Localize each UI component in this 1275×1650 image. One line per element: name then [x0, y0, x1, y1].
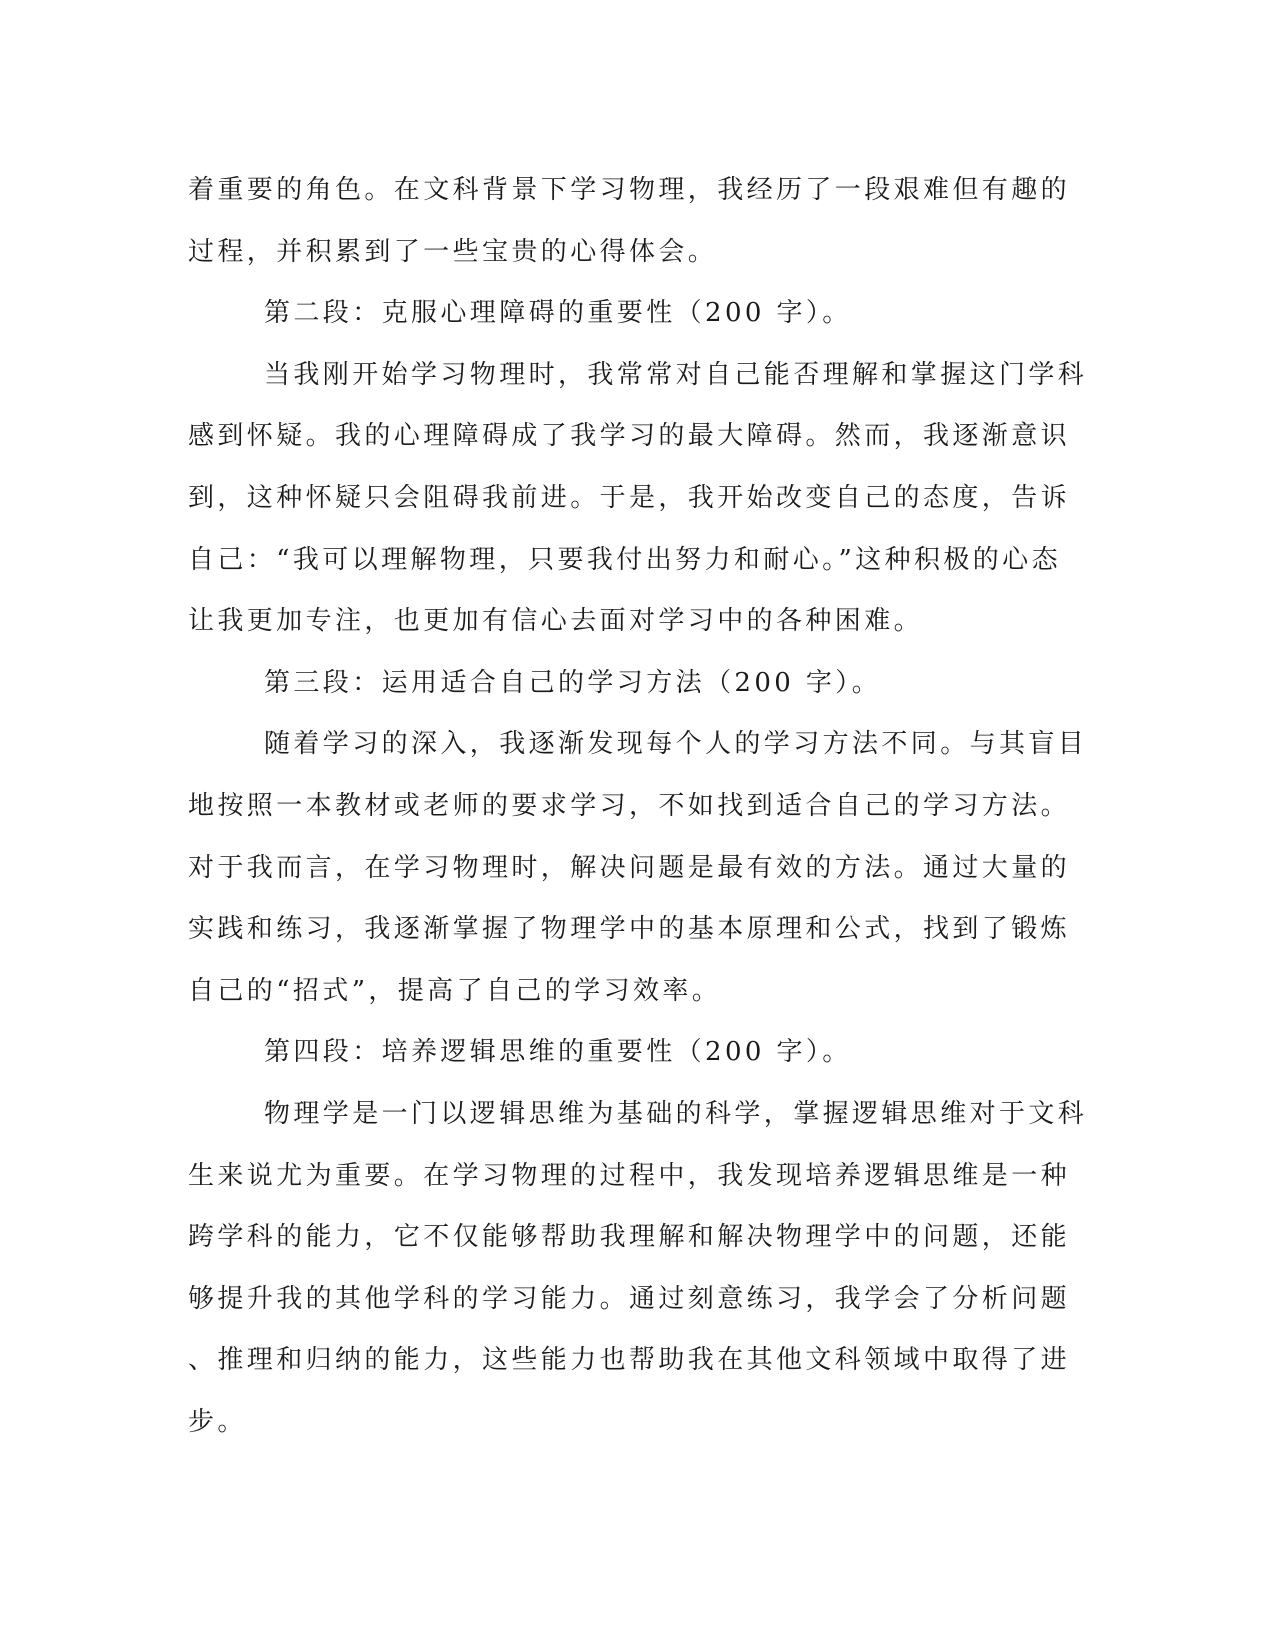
- section-heading: 第三段：运用适合自己的学习方法（200 字）。: [264, 667, 882, 698]
- text-line: 随着学习的深入，我逐渐发现每个人的学习方法不同。与其盲目: [264, 729, 1088, 760]
- text-line: 让我更加专注，也更加有信心去面对学习中的各种困难。: [188, 606, 924, 637]
- section-heading: 第二段：克服心理障碍的重要性（200 字）。: [264, 298, 852, 329]
- text-line: 到，这种怀疑只会阻碍我前进。于是，我开始改变自己的态度，告诉: [188, 482, 1071, 513]
- text-line: 地按照一本教材或老师的要求学习，不如找到适合自己的学习方法。: [188, 790, 1071, 821]
- text-line: 、推理和归纳的能力，这些能力也帮助我在其他文科领域中取得了进: [188, 1345, 1071, 1376]
- text-line: 感到怀疑。我的心理障碍成了我学习的最大障碍。然而，我逐渐意识: [188, 421, 1071, 452]
- text-line: 自己：“我可以理解物理，只要我付出努力和耐心。”这种积极的心态: [188, 544, 1061, 575]
- text-line: 着重要的角色。在文科背景下学习物理，我经历了一段艰难但有趣的: [188, 175, 1071, 205]
- section-heading: 第四段：培养逻辑思维的重要性（200 字）。: [264, 1037, 852, 1068]
- text-line: 对于我而言，在学习物理时，解决问题是最有效的方法。通过大量的: [188, 852, 1071, 883]
- text-line: 跨学科的能力，它不仅能够帮助我理解和解决物理学中的问题，还能: [188, 1222, 1071, 1253]
- text-line: 够提升我的其他学科的学习能力。通过刻意练习，我学会了分析问题: [188, 1283, 1071, 1314]
- text-line: 生来说尤为重要。在学习物理的过程中，我发现培养逻辑思维是一种: [188, 1160, 1071, 1191]
- text-line: 过程，并积累到了一些宝贵的心得体会。: [188, 236, 718, 267]
- text-line: 物理学是一门以逻辑思维为基础的科学，掌握逻辑思维对于文科: [264, 1098, 1088, 1129]
- body-text: [188, 160, 1088, 1453]
- text-line: 当我刚开始学习物理时，我常常对自己能否理解和掌握这门学科: [264, 359, 1088, 390]
- text-line: 实践和练习，我逐渐掌握了物理学中的基本原理和公式，找到了锻炼: [188, 914, 1071, 945]
- text-line: 自己的“招式”，提高了自己的学习效率。: [188, 975, 722, 1006]
- text-line: 步。: [188, 1406, 247, 1437]
